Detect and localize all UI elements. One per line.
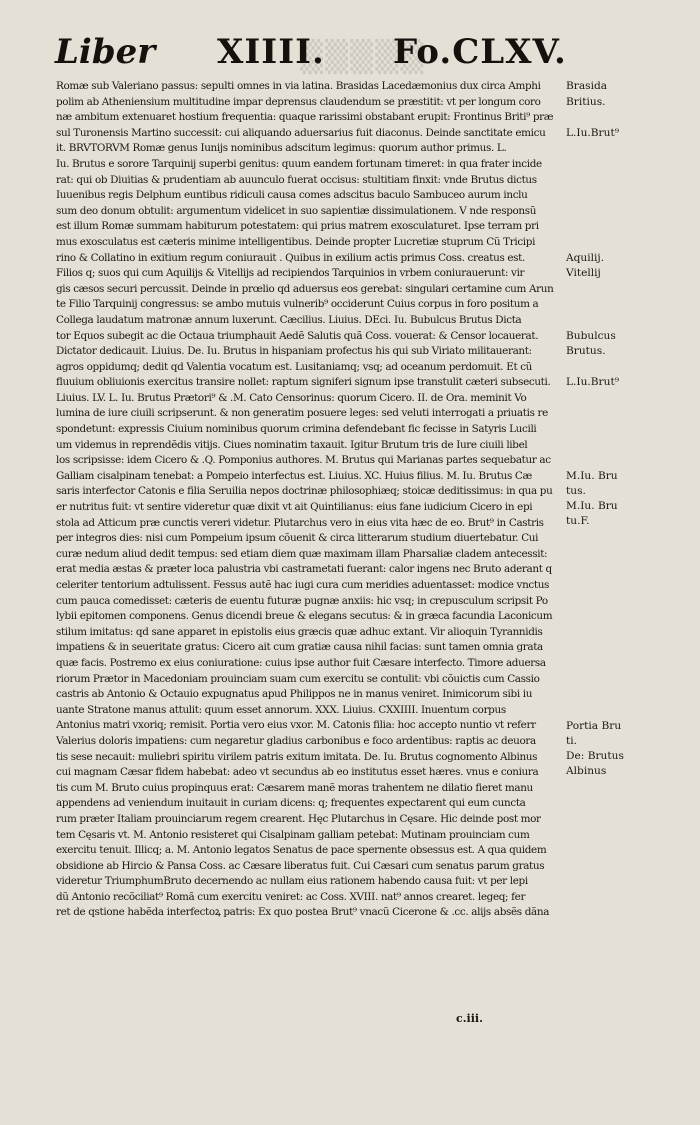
text-line: obsidione ab Hircio & Pansa Coss. ac Cæsare liberatus fuit. Cui Cæsari cum senatus parum gratus bbox=[56, 859, 545, 872]
text-line: castris ab Antonio & Octauio expugnatus apud Philippos ne in manus veniret. Inimicorum sibi iu bbox=[56, 688, 533, 701]
text-line: Dictator dedicauit. Liuius. De. Iu. Brutus in hispaniam profectus his qui sub Viriato militauerant: bbox=[56, 345, 532, 358]
text-line: saris interfector Catonis e filia Seruilia nepos doctrinæ philosophiæq; stoicæ deditissimus: in qua pu bbox=[56, 485, 553, 498]
text-line: curæ nedum aliud dedit tempus: sed etiam diem quæ maximam illam Pharsaliæ cladem antecessit: bbox=[56, 547, 548, 560]
text-line: lumina de iure ciuili scripserunt. & non generatim posuere leges: sed veluti interrogati a priuatis re bbox=[56, 407, 548, 420]
text-line: tor Equos subegit ac die Octaua triumphauit Aedẽ Salutis quã Coss. vouerat: & Censor locauerat. bbox=[56, 329, 539, 342]
text-line: Romæ sub Valeriano passus: sepulti omnes in via latina. Brasidas Lacedæmonius dux circa Amphi bbox=[56, 80, 541, 92]
text-line: uante Stratone manus attulit: quum esset annorum. XXX. Liuius. CXXIIII. Inuentum corpus bbox=[56, 703, 506, 716]
header-folio-number: Fo.CLXV. bbox=[393, 32, 567, 72]
text-line: est illum Romæ summam habiturum potestatem: qui prius matrem exosculaturet. Ipse terram pri bbox=[56, 220, 539, 233]
header-liber: Liber bbox=[55, 32, 156, 72]
text-line: celeriter tentorium adtulissent. Fessus autẽ hac iugi cura cum meridies aduentasset: modice vnctus bbox=[56, 579, 550, 591]
margin-note-line: M.Iu. Bru bbox=[566, 470, 618, 482]
margin-note-bubulcus bbox=[566, 329, 616, 360]
text-line: Galliam cisalpinam tenebat: a Pompeio interfectus est. Liuius. XC. Huius filius. M. Iu. Brutus Cæ bbox=[56, 469, 532, 482]
text-line: er nutritus fuit: vt sentire videretur quæ dixit vt ait Quintilianus: eius fane iudicium Cicero in epi bbox=[56, 501, 533, 514]
text-line: rino & Collatino in exitium regum coniurauit . Quibus in exilium actis primus Coss. creatus est. bbox=[56, 251, 525, 264]
margin-note-mbru bbox=[566, 469, 618, 529]
margin-note-line: Britius. bbox=[566, 95, 606, 108]
text-line: Valerius doloris impatiens: cum negaretur gladius carbonibus e foco ardentibus: raptis ac deuora bbox=[56, 734, 536, 747]
text-line: tis sese necauit: muliebri spiritu virilem patris exitum imitata. De. Iu. Brutus cognomento Albinus bbox=[56, 750, 538, 763]
main-text-column bbox=[56, 79, 564, 921]
margin-note-line: Portia Bru bbox=[566, 719, 622, 732]
text-line: sum deo donum obtulit: argumentum videlicet in suo sapientiæ dissimulationem. V nde responsũ bbox=[56, 204, 537, 217]
margin-note-line: M.Iu. Bru bbox=[566, 500, 618, 512]
margin-note-line: Aquilij. bbox=[566, 251, 605, 264]
margin-note-line: Bubulcus bbox=[566, 329, 616, 342]
text-line: riorum Prætor in Macedoniam prouinciam suam cum exercitu se contulit: vbi cõuictis cum Cassio bbox=[56, 672, 540, 685]
text-line: um videmus in reprendẽdis vitijs. Ciues nominatim taxauit. Igitur Brutum tris de Iure ciuili libel bbox=[56, 438, 528, 451]
text-line: appendens ad veniendum inuitauit in curiam dicens: q; frequentes expectarent qui eum cuncta bbox=[56, 797, 526, 810]
text-line: rat: qui ob Diuitias & prudentiam ab auunculo fuerat occisus: stultitiam finxit: vnde Brutus dictus bbox=[56, 173, 537, 186]
text-line: Iu. Brutus e sorore Tarquinij superbi genitus: quum eandem fortunam timeret: in qua frater incide bbox=[56, 157, 542, 170]
text-line: Collega laudatum matronæ annum luxerunt. Cæcilius. Liuius. DEci. Iu. Bubulcus Brutus Dicta bbox=[56, 313, 522, 326]
margin-note-line: De: Brutus bbox=[566, 749, 624, 762]
text-line: lybii epitomen componens. Genus dicendi breue & elegans secutus: & in græca facundia Laconicum bbox=[56, 610, 553, 623]
text-line: exercitu tenuit. Illicq; a. M. Antonio legatos Senatus de pace spernente obsessus est. A qua quidem bbox=[56, 844, 547, 857]
header-book-number: XIIII. bbox=[217, 32, 325, 72]
text-line: per integros dies: nisi cum Pompeium ipsum cõuenit & circa litterarum studium diuertebatur. Cui bbox=[56, 532, 539, 545]
text-line: fluuium obliuionis exercitus transire nollet: raptum signiferi signum ipse transtulit cæteri subsecuti. bbox=[56, 376, 551, 389]
margin-note-line: tu.F. bbox=[566, 515, 590, 527]
margin-note-aquilij bbox=[566, 251, 604, 282]
text-line: ret de qstione habẽda interfectoꝝ patris: Ex quo postea Brut⁹ vnacũ Cicerone & .cc. alijs absẽs dãna bbox=[56, 906, 550, 919]
text-line: Iuuenibus regis Delphum euntibus ridiculi causa comes adscitus baculo Sambuceo aurum inclu bbox=[56, 189, 528, 202]
text-line: te Filio Tarquinij congressus: se ambo mutuis vulnerib⁹ occiderunt Cuius corpus in foro positum a bbox=[56, 298, 539, 311]
text-line: Filios q; suos qui cum Aquilijs & Vitellijs ad recipiendos Tarquinios in vrbem coniurauerunt: vir bbox=[56, 267, 525, 280]
text-line: næ ambitum extenuaret hostium frequentia: quaque rarissimi obstabant erupit: Frontinus Briti⁹ præ bbox=[56, 111, 554, 124]
text-line: cum pauca comedisset: cæteris de euentu futuræ pugnæ anxiis: hic vsq; in crepusculum scripsit Po bbox=[56, 594, 548, 607]
text-line: tis cum M. Bruto cuius propinquus erat: Cæsarem manẽ moras trahentem ne dilatio fieret manu bbox=[56, 781, 533, 794]
margin-note-line: L.Iu.Brut⁹ bbox=[566, 126, 619, 139]
text-line: agros oppidumq; dedit qd Valentia vocatum est. Lusitaniamq; vsq; ad oceanum perdomuit. Et cũ bbox=[56, 360, 533, 373]
margin-note-line: Brasida bbox=[566, 80, 608, 92]
text-line: dũ Antonio recõciliat⁹ Romã cum exercitu veniret: ac Coss. XVIII. nat⁹ annos crearet. legeq; fer bbox=[56, 890, 526, 903]
text-line: sul Turonensis Martino successit: cui aliquando aduersarius fuit diaconus. Deinde sanctitate emicu bbox=[56, 126, 546, 139]
text-line: tem Cęsaris vt. M. Antonio resisteret qui Cisalpinam galliam petebat: Mutinam prouinciam cum bbox=[56, 828, 530, 841]
text-line: polim ab Atheniensium multitudine impar deprensus claudendum se præstitit: vt per longum coro bbox=[56, 95, 541, 108]
text-line: quæ facis. Postremo ex eius coniuratione: cuius ipse author fuit Cæsare interfecto. Timore aduersa bbox=[56, 656, 546, 669]
text-line: stola ad Atticum præ cunctis vereri videtur. Plutarchus vero in eius vita hæc de eo. Brut⁹ in Castris bbox=[56, 516, 544, 529]
margin-notes-column bbox=[566, 79, 700, 1079]
running-header bbox=[55, 30, 575, 74]
text-line: los scripsisse: idem Cicero & .Q. Pomponius authores. M. Brutus qui Marianas partes sequebatur ac bbox=[56, 454, 551, 467]
margin-note-line: tus. bbox=[566, 485, 586, 497]
text-line: gis cæsos securi percussit. Deinde in prœlio qd aduersus eos gerebat: singulari certamine cum Arun bbox=[56, 282, 554, 295]
margin-note-brasida bbox=[566, 79, 607, 110]
margin-note-line: Vitellij bbox=[566, 267, 601, 280]
margin-note-portia bbox=[566, 719, 624, 779]
margin-note-lbrut bbox=[566, 126, 619, 142]
margin-note-line: Albinus bbox=[566, 764, 607, 777]
signature-mark: c.iii. bbox=[456, 1012, 483, 1025]
text-line: erat media æstas & præter loca palustria vbi castrametati fuerant: calor ingens nec Bruto aderant q bbox=[56, 563, 552, 576]
text-line: Antonius matri vxoriq; remisit. Portia vero eius vxor. M. Catonis filia: hoc accepto nuntio vt referr bbox=[56, 719, 536, 732]
text-line: videretur TriumphumBruto decernendo ac nullam eius rationem habendo causa fuit: vt per lepi bbox=[56, 875, 528, 888]
text-line: it. BRVTORVM Romæ genus Iunijs nominibus adscitum legimus: quorum author primus. L. bbox=[56, 142, 507, 155]
text-line: spondetunt: expressis Ciuium nominibus quorum crimina defendebant fic fecisse in Satyris Lucili bbox=[56, 423, 537, 436]
margin-note-lbrut2 bbox=[566, 375, 619, 391]
text-line: Liuius. LV. L. Iu. Brutus Prætori⁹ & .M. Cato Censorinus: quorum Cicero. II. de Ora. meminit Vo bbox=[56, 391, 527, 404]
text-line: stilum imitatus: qd sane apparet in epistolis eius græcis quæ adhuc extant. Vir alioquin Tyrannidis bbox=[56, 625, 543, 638]
margin-note-line: ti. bbox=[566, 734, 578, 747]
margin-note-line: Brutus. bbox=[566, 345, 606, 358]
text-line: rum præter Italiam prouinciarum regem crearent. Hęc Plutarchus in Cęsare. Hic deinde post mor bbox=[56, 812, 541, 825]
text-line: impatiens & in seueritate gratus: Cicero ait cum gratiæ causa nihil facias: sunt tamen omnia grata bbox=[56, 641, 543, 654]
margin-note-line: L.Iu.Brut⁹ bbox=[566, 376, 619, 389]
text-line: cui magnam Cæsar fidem habebat: adeo vt secundus ab eo institutus esset hæres. vnus e coniura bbox=[56, 766, 539, 779]
text-line: mus exosculatus est cæteris minime intelligentibus. Deinde propter Lucretiæ stuprum Cũ Tricipi bbox=[56, 235, 536, 248]
show-through-text: ▒▒▒▒▒ bbox=[300, 40, 426, 75]
